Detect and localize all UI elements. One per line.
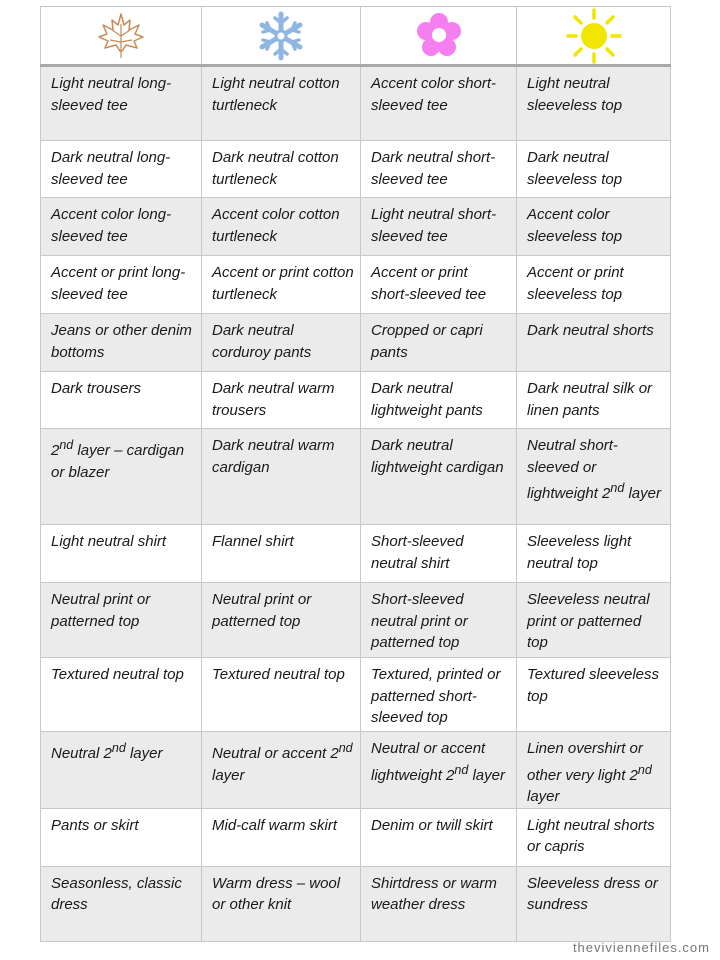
cell-text: layer — [527, 788, 560, 805]
table-cell: Sleeveless light neutral top — [517, 525, 671, 583]
table-cell: Accent color long-sleeved tee — [41, 198, 202, 256]
table-cell: Accent or print sleeveless top — [517, 256, 671, 314]
table-cell: Dark neutral short-sleeved tee — [361, 141, 517, 198]
ordinal-suffix: nd — [454, 762, 469, 777]
table-cell: Mid-calf warm skirt — [202, 808, 361, 866]
cell-text: Neutral 2 — [51, 745, 112, 762]
table-cell: Dark neutral silk or linen pants — [517, 372, 671, 429]
table-row — [41, 808, 671, 866]
table-cell: Dark neutral warm trousers — [202, 372, 361, 429]
ordinal-suffix: nd — [637, 762, 652, 777]
table-row — [41, 141, 671, 198]
table-cell: Short-sleeved neutral print or patterned top — [361, 583, 517, 658]
table-cell: Textured neutral top — [202, 658, 361, 732]
table-cell: Accent color short-sleeved tee — [361, 66, 517, 141]
cell-text: Linen overshirt or other very light 2 — [527, 740, 643, 784]
table-row — [41, 198, 671, 256]
table-cell: Dark neutral long-sleeved tee — [41, 141, 202, 198]
wardrobe-table — [40, 6, 671, 942]
table-row — [41, 372, 671, 429]
table-cell: Jeans or other denim bottoms — [41, 314, 202, 372]
table-cell: Textured sleeveless top — [517, 658, 671, 732]
table-cell: Neutral print or patterned top — [41, 583, 202, 658]
summer-header — [517, 7, 671, 66]
table-cell — [517, 429, 671, 525]
table-cell: Textured neutral top — [41, 658, 202, 732]
table-row — [41, 525, 671, 583]
table-cell: Neutral print or patterned top — [202, 583, 361, 658]
table-row — [41, 866, 671, 941]
flower-icon — [413, 10, 465, 62]
table-cell: Dark neutral cotton turtleneck — [202, 141, 361, 198]
table-row — [41, 583, 671, 658]
sun-icon — [566, 8, 622, 64]
table-cell: Seasonless, classic dress — [41, 866, 202, 941]
table-row — [41, 66, 671, 141]
table-cell: Accent or print cotton turtleneck — [202, 256, 361, 314]
snowflake-icon — [255, 10, 307, 62]
table-cell: Light neutral sleeveless top — [517, 66, 671, 141]
cell-text: layer – cardigan or blazer — [51, 442, 185, 481]
ordinal-suffix: nd — [610, 481, 625, 495]
cell-text: layer — [125, 745, 163, 762]
autumn-header — [41, 7, 202, 66]
table-cell: Light neutral short-sleeved tee — [361, 198, 517, 256]
table-cell: Light neutral shirt — [41, 525, 202, 583]
table-cell: Light neutral long-sleeved tee — [41, 66, 202, 141]
table-cell: Accent or print long-sleeved tee — [41, 256, 202, 314]
ordinal-suffix: nd — [59, 438, 74, 452]
table-cell: Cropped or capri pants — [361, 314, 517, 372]
table-cell — [361, 732, 517, 809]
table-cell: Dark neutral shorts — [517, 314, 671, 372]
table-cell: Dark trousers — [41, 372, 202, 429]
table-row — [41, 314, 671, 372]
table-cell: Dark neutral sleeveless top — [517, 141, 671, 198]
cell-text: Neutral or accent lightweight 2 — [371, 740, 486, 784]
table-row — [41, 429, 671, 525]
table-cell: Textured, printed or patterned short-sleeved top — [361, 658, 517, 732]
table-cell: Dark neutral lightweight cardigan — [361, 429, 517, 525]
cell-text: Neutral short-sleeved or lightweight 2 — [527, 437, 618, 502]
spring-header — [361, 7, 517, 66]
table-row — [41, 256, 671, 314]
season-header-row — [41, 7, 671, 66]
cell-text: layer — [212, 766, 245, 784]
cell-text: layer — [468, 766, 505, 784]
table-cell: Accent or print short-sleeved tee — [361, 256, 517, 314]
table-cell: Sleeveless neutral print or patterned top — [517, 583, 671, 658]
table-cell: Accent color sleeveless top — [517, 198, 671, 256]
cell-text: layer — [624, 485, 661, 502]
table-cell: Dark neutral warm cardigan — [202, 429, 361, 525]
ordinal-suffix: nd — [338, 741, 353, 755]
table-cell: Denim or twill skirt — [361, 808, 517, 866]
table-row — [41, 732, 671, 809]
table-cell: Sleeveless dress or sundress — [517, 866, 671, 941]
table-cell: Dark neutral corduroy pants — [202, 314, 361, 372]
table-cell: Dark neutral lightweight pants — [361, 372, 517, 429]
table-cell: Flannel shirt — [202, 525, 361, 583]
table-cell — [517, 732, 671, 809]
table-cell: Warm dress – wool or other knit — [202, 866, 361, 941]
table-cell — [41, 429, 202, 525]
table-cell: Light neutral cotton turtleneck — [202, 66, 361, 141]
table-cell: Short-sleeved neutral shirt — [361, 525, 517, 583]
maple-leaf-icon — [95, 10, 147, 62]
table-row — [41, 658, 671, 732]
table-cell: Accent color cotton turtleneck — [202, 198, 361, 256]
ordinal-suffix: nd — [111, 741, 126, 755]
table-cell: Pants or skirt — [41, 808, 202, 866]
cell-text: 2 — [51, 442, 60, 459]
table-cell: Light neutral shorts or capris — [517, 808, 671, 866]
table-cell: Shirtdress or warm weather dress — [361, 866, 517, 941]
table-cell — [41, 732, 202, 809]
winter-header — [202, 7, 361, 66]
site-credit: theviviennefiles.com — [572, 940, 710, 955]
table-cell — [202, 732, 361, 809]
cell-text: Neutral or accent 2 — [212, 745, 339, 762]
